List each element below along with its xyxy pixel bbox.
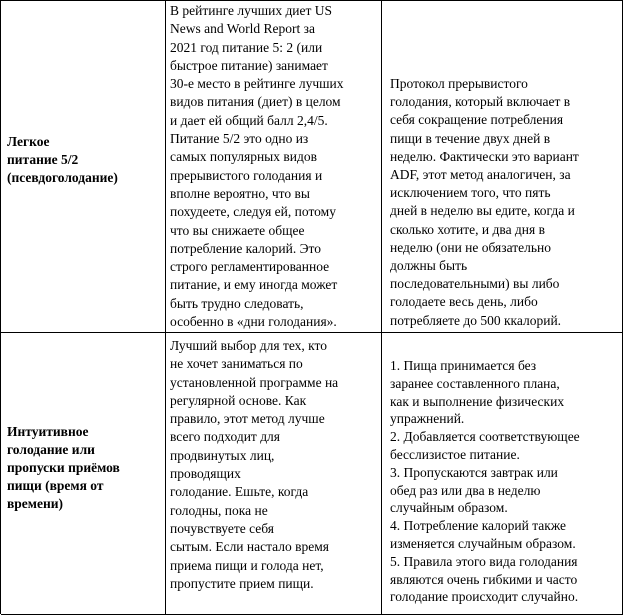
method-description: Лучший выбор для тех, кто не хочет заниматься по установленной программе на регулярной основе. Как правило, этот метод лучше всего подходит для продвинутых лиц, проводящих голодание. Ешьте, когда голодны, пока не почувствуете себя сытым. Если настало время приема пищи и голода нет, пропустите прием пищи. (170, 338, 339, 591)
method-name: Интуитивное голодание или пропуски приёмов пищи (время от времени) (7, 424, 120, 511)
details-column (381, 0, 622, 615)
method-name: Легкое питание 5/2 (псевдоголодание) (7, 134, 118, 185)
name-column (0, 0, 165, 615)
description-column (165, 0, 381, 615)
method-details: Протокол прерывистого голодания, который включает в себя сокращение потребления пищи в течение двух дней в неделю. Фактически это вариант ADF, этот метод аналогичен, за исключением того, что пять дней в неделю вы едите, когда и сколько хотите, и два дня в неделю (они не обязательно должны быть последовательными) вы либо голодаете весь день, либо потребляете до 500 ккалорий. (390, 76, 579, 328)
method-details: 1. Пища принимается без заранее составленного плана, как и выполнение физических упражнений. 2. Добавляется соответствующее бесслизистое питание. 3. Пропускаются завтрак или обед раз или два в неделю случайным образом. 4. Потребление калорий также изменяется случайным образом. 5. Правила этого вида голодания являются очень гибкими и часто голодание происходит случайно. (390, 358, 580, 605)
method-description: В рейтинге лучших диет US News and World Report за 2021 год питание 5: 2 (или быстрое питание) занимает 30-е место в рейтинге лучших видов питания (диет) в целом и дает ей общий балл 2,4/5. Питание 5/2 это одно из самых популярных видов прерывистого голодания и вполне вероятно, что вы похудеете, следуя ей, потому что вы снижаете общее потребление калорий. Это строго регламентированное питание, и ему иногда может быть трудно следовать, особенно в «дни голодания». (170, 3, 344, 330)
